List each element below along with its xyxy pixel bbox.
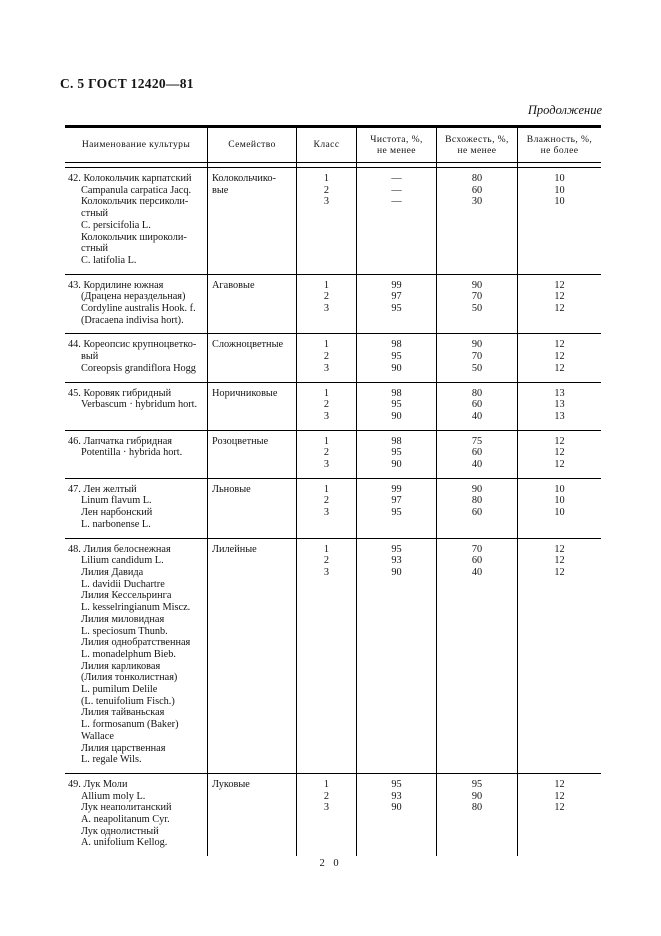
classes-value: 2 (323, 184, 330, 196)
table-row (65, 431, 601, 479)
classes-value: 3 (323, 507, 330, 519)
name-line: Лен нарбонский (81, 507, 153, 519)
name-line: L. narbonense L. (81, 518, 151, 530)
classes-value: 2 (323, 495, 330, 507)
purity-value: 95 (391, 447, 402, 459)
name-line: L. formosanum (Baker) (81, 719, 179, 731)
moisture-cell (518, 539, 601, 773)
germination-value: 90 (471, 483, 483, 495)
family-cell (208, 168, 297, 274)
seed-requirements-table (65, 125, 601, 856)
name-line: (L. tenuifolium Fisch.) (81, 695, 175, 707)
purity-value: 95 (391, 351, 402, 363)
germination-cell (437, 275, 518, 334)
class-cell (297, 774, 357, 856)
name-line: Лук однолистный (81, 825, 159, 837)
column-header-label: Семейство (228, 139, 276, 151)
classes-value: 2 (323, 447, 330, 459)
moisture-value: 13 (554, 399, 565, 411)
class-cell (297, 275, 357, 334)
moisture-value: 13 (554, 387, 565, 399)
purity-value: — (391, 184, 402, 196)
name-cell (65, 168, 208, 274)
moisture-cell (518, 275, 601, 334)
family-cell (208, 479, 297, 538)
name-line: L. monadelphum Bieb. (81, 648, 176, 660)
name-line: стный (81, 208, 109, 220)
table-header-row (65, 128, 601, 163)
column-header-class (297, 128, 357, 162)
family-line: Луковые (212, 778, 250, 790)
moisture-cell (518, 431, 601, 478)
moisture-value: 12 (554, 303, 565, 315)
classes-value: 1 (323, 339, 330, 351)
class-cell (297, 479, 357, 538)
family-line: Агавовые (212, 279, 255, 291)
name-line: 46. Лапчатка гибридная (68, 435, 173, 447)
purity-value: 98 (391, 435, 402, 447)
family-line: Розоцветные (212, 435, 269, 447)
name-line: L. kesselringianum Miscz. (81, 602, 191, 614)
family-line: Колокольчико- (212, 173, 276, 184)
classes-value: 2 (323, 399, 330, 411)
germination-value: 60 (471, 507, 483, 519)
moisture-value: 12 (554, 790, 565, 802)
name-line: Лилия карликовая (81, 660, 161, 672)
name-line: (Драцена нераздельная) (81, 291, 186, 303)
column-header-label: Наименование культуры (81, 139, 191, 151)
moisture-value: 12 (554, 802, 565, 814)
column-header-label: Класс (313, 139, 340, 151)
name-line: Колокольчик широколи- (81, 231, 187, 243)
name-line: Wallace (81, 730, 114, 742)
name-line: L. pumilum Delile (81, 684, 158, 696)
name-line: A. unifolium Kellog. (81, 837, 168, 849)
purity-cell (357, 168, 437, 274)
name-line: (Лилия тонколистная) (81, 672, 178, 684)
classes-value: 1 (323, 778, 330, 790)
purity-value: 97 (391, 291, 402, 303)
class-cell (297, 383, 357, 430)
column-header-label: Всхожесть, %, (445, 133, 509, 145)
purity-value: 98 (391, 387, 402, 399)
moisture-value: 12 (554, 362, 565, 374)
table-body (65, 168, 601, 856)
purity-value: 99 (391, 279, 402, 291)
germination-cell (437, 383, 518, 430)
name-cell (65, 539, 208, 773)
germination-value: 80 (471, 495, 483, 507)
name-line: Verbascum · hybridum hort. (81, 399, 198, 411)
germination-value: 40 (471, 410, 483, 422)
column-header-family (208, 128, 297, 162)
name-line: 45. Коровяк гибридный (68, 387, 172, 399)
classes-value: 2 (323, 351, 330, 363)
family-cell (208, 383, 297, 430)
germination-cell (437, 334, 518, 381)
family-cell (208, 275, 297, 334)
moisture-value: 10 (554, 507, 565, 519)
name-line: Лилия царственная (81, 742, 166, 754)
page-title: С. 5 ГОСТ 12420—81 (60, 76, 194, 91)
name-line: C. latifolia L. (81, 254, 137, 266)
moisture-cell (518, 774, 601, 856)
germination-value: 70 (471, 543, 483, 555)
moisture-value: 10 (554, 483, 565, 495)
rule-segment (65, 163, 208, 167)
column-header-purity (357, 128, 437, 162)
purity-value: 97 (391, 495, 402, 507)
moisture-cell (518, 383, 601, 430)
moisture-cell (518, 479, 601, 538)
moisture-value: 12 (554, 435, 565, 447)
purity-value: 99 (391, 483, 402, 495)
name-cell (65, 383, 208, 430)
purity-value: 90 (391, 566, 402, 578)
moisture-value: 12 (554, 543, 565, 555)
classes-value: 1 (323, 543, 330, 555)
name-line: вый (81, 351, 99, 363)
purity-value: — (391, 173, 402, 184)
family-line: Норичниковые (212, 387, 278, 399)
name-line: Lilium candidum L. (81, 555, 164, 567)
table-row (65, 479, 601, 539)
moisture-value: 12 (554, 778, 565, 790)
rule-segment (208, 163, 297, 167)
name-line: Лилия Кессельринга (81, 590, 172, 602)
family-cell (208, 431, 297, 478)
column-header-label: не менее (457, 145, 497, 156)
family-cell (208, 774, 297, 856)
column-header-label: Чистота, %, (370, 133, 423, 145)
table-row (65, 539, 601, 774)
moisture-cell (518, 334, 601, 381)
name-cell (65, 479, 208, 538)
purity-value: 95 (391, 778, 402, 790)
name-line: L. davidii Duchartre (81, 578, 165, 590)
moisture-value: 10 (554, 495, 565, 507)
name-line: 47. Лен желтый (68, 483, 137, 495)
name-line: Лилия миловидная (81, 613, 165, 625)
classes-value: 2 (323, 790, 330, 802)
moisture-value: 12 (554, 459, 565, 471)
purity-cell (357, 275, 437, 334)
germination-value: 90 (471, 339, 483, 351)
germination-cell (437, 479, 518, 538)
name-line: Allium moly L. (81, 790, 146, 802)
germination-value: 95 (471, 778, 483, 790)
moisture-value: 12 (554, 566, 565, 578)
family-line: вые (212, 184, 229, 196)
moisture-value: 12 (554, 447, 565, 459)
classes-value: 3 (323, 566, 330, 578)
table-row (65, 168, 601, 275)
classes-value: 1 (323, 387, 330, 399)
name-line: 42. Колокольчик карпатский (68, 173, 192, 184)
classes-value: 2 (323, 291, 330, 303)
name-line: Linum flavum L. (81, 495, 152, 507)
name-line: A. neapolitanum Cyr. (81, 814, 170, 826)
rule-segment (518, 163, 601, 167)
classes-value: 1 (323, 483, 330, 495)
purity-value: 95 (391, 507, 402, 519)
germination-value: 70 (471, 351, 483, 363)
name-line: L. speciosum Thunb. (81, 625, 168, 637)
germination-cell (437, 539, 518, 773)
classes-value: 1 (323, 173, 330, 184)
moisture-value: 12 (554, 351, 565, 363)
class-cell (297, 431, 357, 478)
name-line: Campanula carpatica Jacq. (81, 184, 192, 196)
moisture-value: 12 (554, 291, 565, 303)
moisture-cell (518, 168, 601, 274)
name-cell (65, 431, 208, 478)
moisture-value: 10 (554, 184, 565, 196)
germination-value: 60 (471, 447, 483, 459)
germination-cell (437, 431, 518, 478)
classes-value: 1 (323, 435, 330, 447)
germination-value: 80 (471, 387, 483, 399)
moisture-value: 13 (554, 410, 565, 422)
purity-value: 90 (391, 410, 402, 422)
classes-value: 2 (323, 555, 330, 567)
column-header-germination (437, 128, 518, 162)
column-header-name (65, 128, 208, 162)
purity-value: 98 (391, 339, 402, 351)
moisture-value: 12 (554, 279, 565, 291)
name-cell (65, 774, 208, 856)
classes-value: 3 (323, 410, 330, 422)
rule-segment (297, 163, 357, 167)
rule-segment (357, 163, 437, 167)
name-cell (65, 275, 208, 334)
germination-value: 80 (471, 802, 483, 814)
table-row (65, 275, 601, 335)
purity-value: 93 (391, 555, 402, 567)
purity-cell (357, 334, 437, 381)
column-header-label: Влажность, %, (526, 133, 593, 145)
name-line: Cordyline australis Hook. f. (81, 303, 196, 315)
purity-value: 90 (391, 459, 402, 471)
moisture-value: 12 (554, 555, 565, 567)
germination-cell (437, 774, 518, 856)
name-line: 48. Лилия белоснежная (68, 543, 171, 555)
purity-value: 90 (391, 362, 402, 374)
classes-value: 3 (323, 362, 330, 374)
column-header-label: не менее (377, 145, 416, 156)
table-row (65, 774, 601, 856)
page-number: 2 0 (319, 858, 342, 869)
purity-cell (357, 539, 437, 773)
germination-value: 60 (471, 555, 483, 567)
name-line: C. persicifolia L. (81, 219, 151, 231)
table-row (65, 334, 601, 382)
column-header-label: не более (540, 145, 579, 156)
family-cell (208, 334, 297, 381)
moisture-value: 10 (554, 196, 565, 208)
purity-value: 93 (391, 790, 402, 802)
classes-value: 3 (323, 802, 330, 814)
germination-value: 70 (471, 291, 483, 303)
family-line: Льновые (212, 483, 251, 495)
germination-value: 50 (471, 303, 483, 315)
purity-value: 95 (391, 303, 402, 315)
germination-value: 40 (471, 459, 483, 471)
germination-value: 40 (471, 566, 483, 578)
moisture-value: 10 (554, 173, 565, 184)
purity-value: 90 (391, 802, 402, 814)
classes-value: 3 (323, 459, 330, 471)
rule-segment (437, 163, 518, 167)
family-cell (208, 539, 297, 773)
purity-value: 95 (391, 543, 402, 555)
name-line: Колокольчик персиколи- (81, 196, 189, 208)
class-cell (297, 539, 357, 773)
family-line: Сложноцветные (212, 339, 284, 351)
name-line: 49. Лук Моли (68, 778, 128, 790)
name-cell (65, 334, 208, 381)
name-line: L. regale Wils. (81, 754, 142, 766)
germination-value: 50 (471, 362, 483, 374)
name-line: Лилия однобратственная (81, 637, 191, 649)
name-line: Potentilla · hybrida hort. (81, 447, 183, 459)
germination-value: 30 (471, 196, 483, 208)
name-line: Лилия Давида (81, 566, 144, 578)
table-row (65, 383, 601, 431)
purity-cell (357, 479, 437, 538)
germination-value: 90 (471, 790, 483, 802)
germination-value: 75 (471, 435, 483, 447)
classes-value: 3 (323, 303, 330, 315)
family-line: Лилейные (212, 543, 257, 555)
purity-value: — (391, 196, 402, 208)
name-line: 43. Кордилине южная (68, 279, 164, 291)
name-line: стный (81, 243, 109, 255)
class-cell (297, 168, 357, 274)
purity-value: 95 (391, 399, 402, 411)
germination-value: 90 (471, 279, 483, 291)
purity-cell (357, 383, 437, 430)
continuation-label: Продолжение (527, 103, 602, 117)
classes-value: 3 (323, 196, 330, 208)
name-line: Лилия тайваньская (81, 707, 165, 719)
name-line: 44. Кореопсис крупноцветко- (68, 339, 197, 351)
column-header-moisture (518, 128, 601, 162)
name-line: Лук неаполитанский (81, 802, 172, 814)
class-cell (297, 334, 357, 381)
germination-value: 60 (471, 184, 483, 196)
germination-value: 60 (471, 399, 483, 411)
purity-cell (357, 431, 437, 478)
moisture-value: 12 (554, 339, 565, 351)
purity-cell (357, 774, 437, 856)
germination-cell (437, 168, 518, 274)
classes-value: 1 (323, 279, 330, 291)
name-line: Coreopsis grandiflora Hogg (81, 362, 196, 374)
germination-value: 80 (471, 173, 483, 184)
name-line: (Dracaena indivisa hort). (81, 314, 184, 326)
